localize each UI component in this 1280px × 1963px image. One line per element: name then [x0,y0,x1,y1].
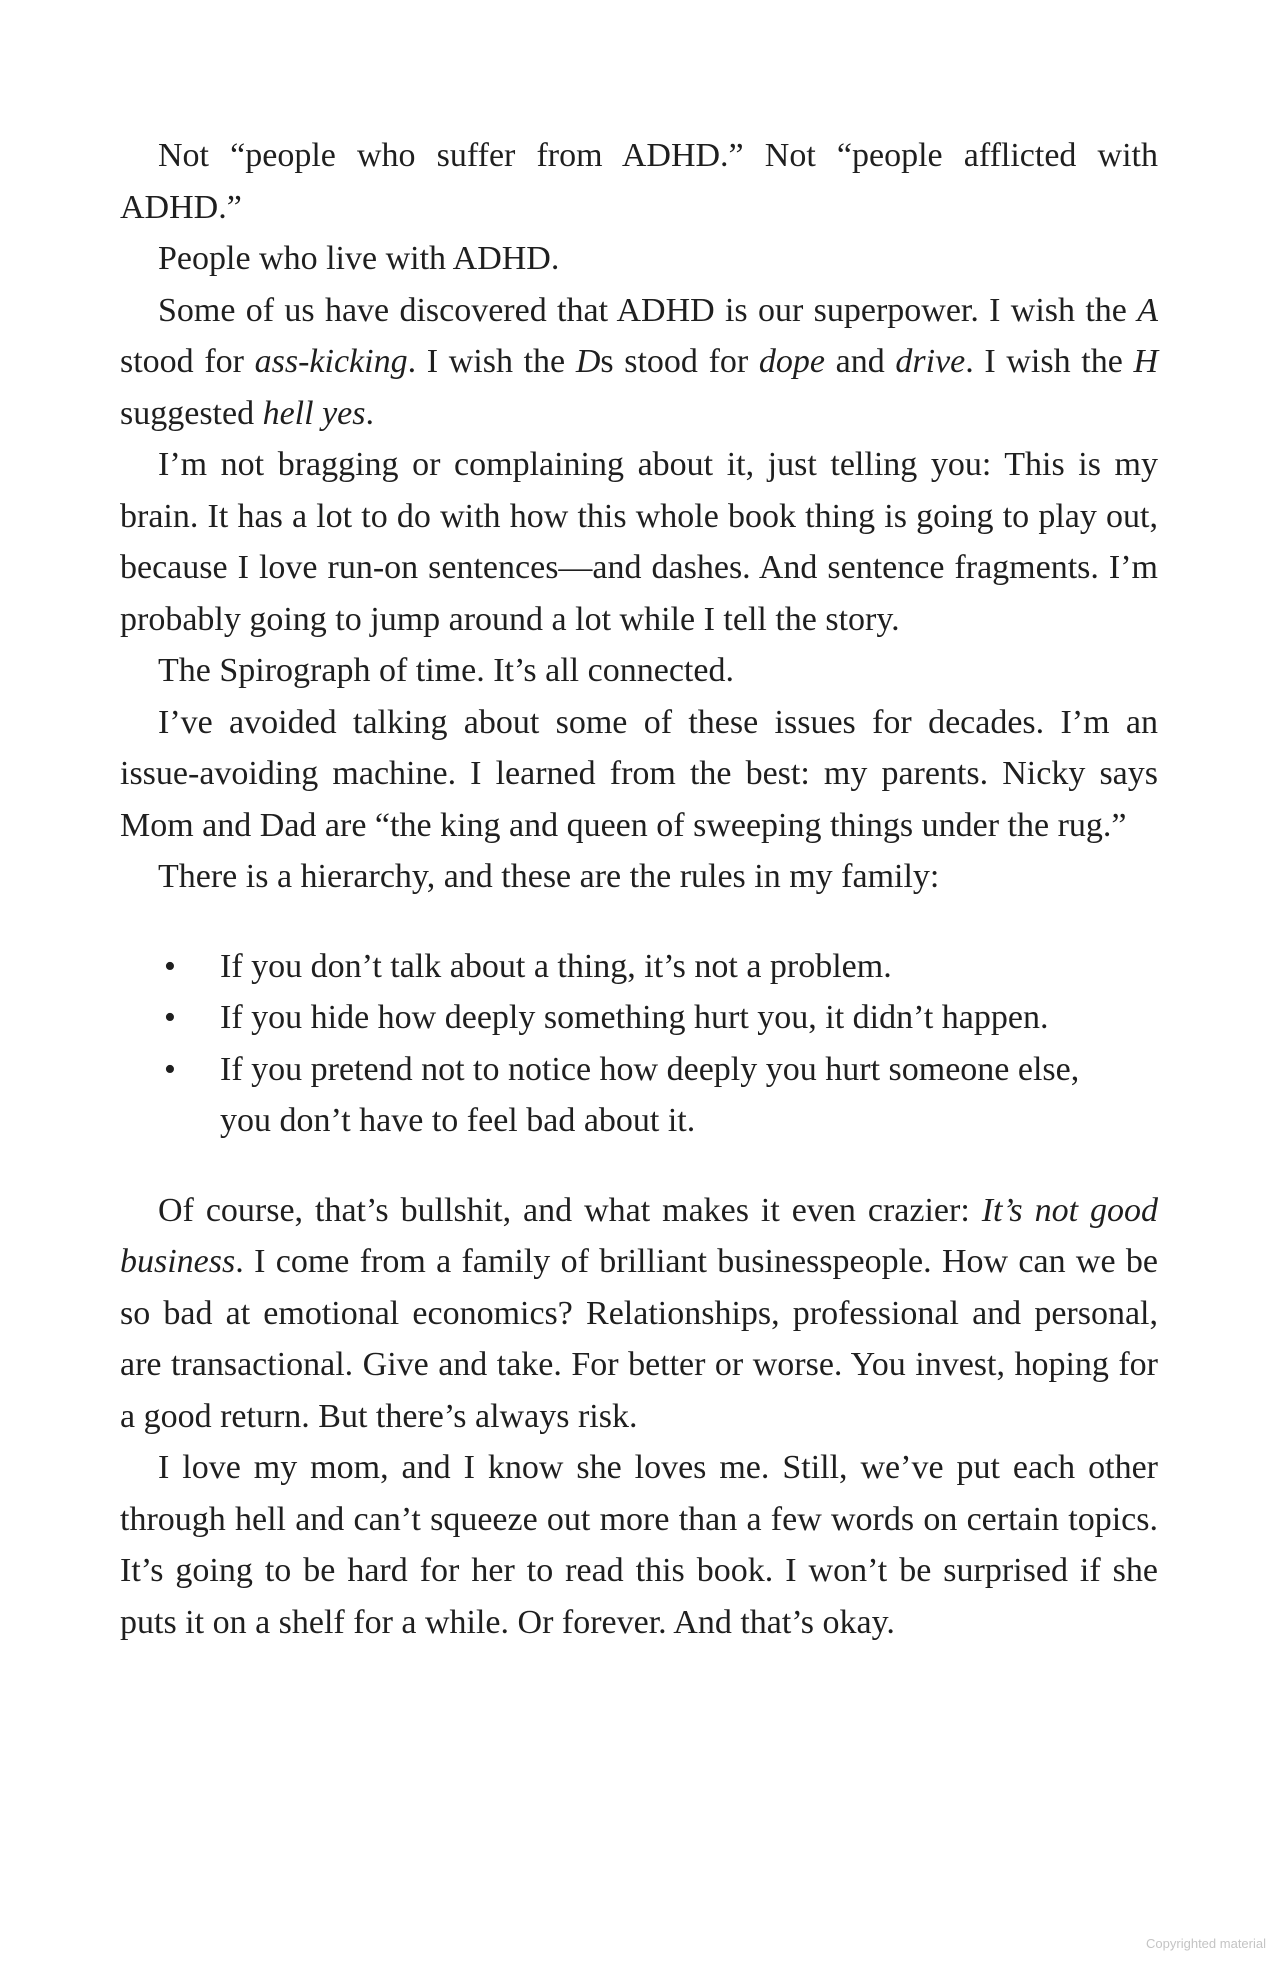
list-item [120,992,1158,1044]
italic-drive: drive [895,343,966,380]
paragraph-mom: I love my mom, and I know she loves me. Still, we’ve put each other through hell and can’t squeeze out more than a few words on certain topics. It’s going to be hard for her to read this book. I won’t be surprised if she puts it on a shelf for a while. Or forever. And that’s okay. [120,1449,1158,1641]
italic-a-letter: A [1137,291,1158,329]
rule-text: If you pretend not to notice how deeply you hurt someone else, you don’t have to feel bad about it. [220,1050,1080,1139]
bullet-icon: • [164,947,176,985]
rule-text: If you hide how deeply something hurt you, it didn’t happen. [220,999,1049,1036]
paragraph-spirograph: The Spirograph of time. It’s all connected. [158,652,734,689]
italic-not-good-business: It’s not good business [120,1191,1158,1280]
superpower-text-4: s stood for [600,343,759,380]
book-page-text [120,130,1158,1648]
superpower-text-2: stood for [120,343,255,380]
superpower-text-1: Some of us have discovered that ADHD is our superpower. I wish the [158,291,1138,329]
business-text-2: . I come from a family of brilliant businesspeople. How can we be so bad at emotional economics? Relationships, professional and personal, are transactional. Give and take. For better or worse. You invest, hoping for a good return. But there’s always risk. [120,1243,1158,1435]
paragraph-live-with-adhd: People who live with ADHD. [158,240,560,277]
italic-ass-kicking: ass-kicking [254,343,408,380]
italic-d-letter: D [575,343,601,380]
italic-hell-yes: hell yes [262,394,366,432]
rule-text: If you don’t talk about a thing, it’s not a problem. [220,947,892,985]
list-item [120,941,1158,993]
superpower-text-8: . [365,394,374,432]
paragraph-business [120,1185,1158,1443]
bullet-icon: • [164,999,176,1036]
paragraph-hierarchy: There is a hierarchy, and these are the rules in my family: [158,858,940,895]
family-rules-list [120,941,1158,1147]
list-item [120,1044,1158,1147]
copyright-watermark: Copyrighted material [1146,1936,1266,1951]
bullet-icon: • [164,1050,176,1088]
paragraph-superpower [120,285,1158,440]
superpower-text-5: and [824,343,896,380]
paragraph-my-brain: I’m not bragging or complaining about it, just telling you: This is my brain. It has a lot to do with how this whole book thing is going to play out, because I love run-on sentences—and dashes. And sentence fragments. I’m probably going to jump around a lot while I tell the story. [120,446,1158,638]
superpower-text-7: suggested [120,394,263,432]
business-text-1: Of course, that’s bullshit, and what makes it even crazier: [158,1191,982,1229]
italic-dope: dope [758,343,825,380]
superpower-text-3: . I wish the [407,343,576,380]
italic-h-letter: H [1133,343,1159,380]
superpower-text-6: . I wish the [965,343,1134,380]
paragraph-not-suffer: Not “people who suffer from ADHD.” Not “people afflicted with ADHD.” [120,137,1158,226]
paragraph-issue-avoiding: I’ve avoided talking about some of these issues for decades. I’m an issue-avoiding machine. I learned from the best: my parents. Nicky says Mom and Dad are “the king and queen of sweeping things under the rug.” [120,703,1158,844]
